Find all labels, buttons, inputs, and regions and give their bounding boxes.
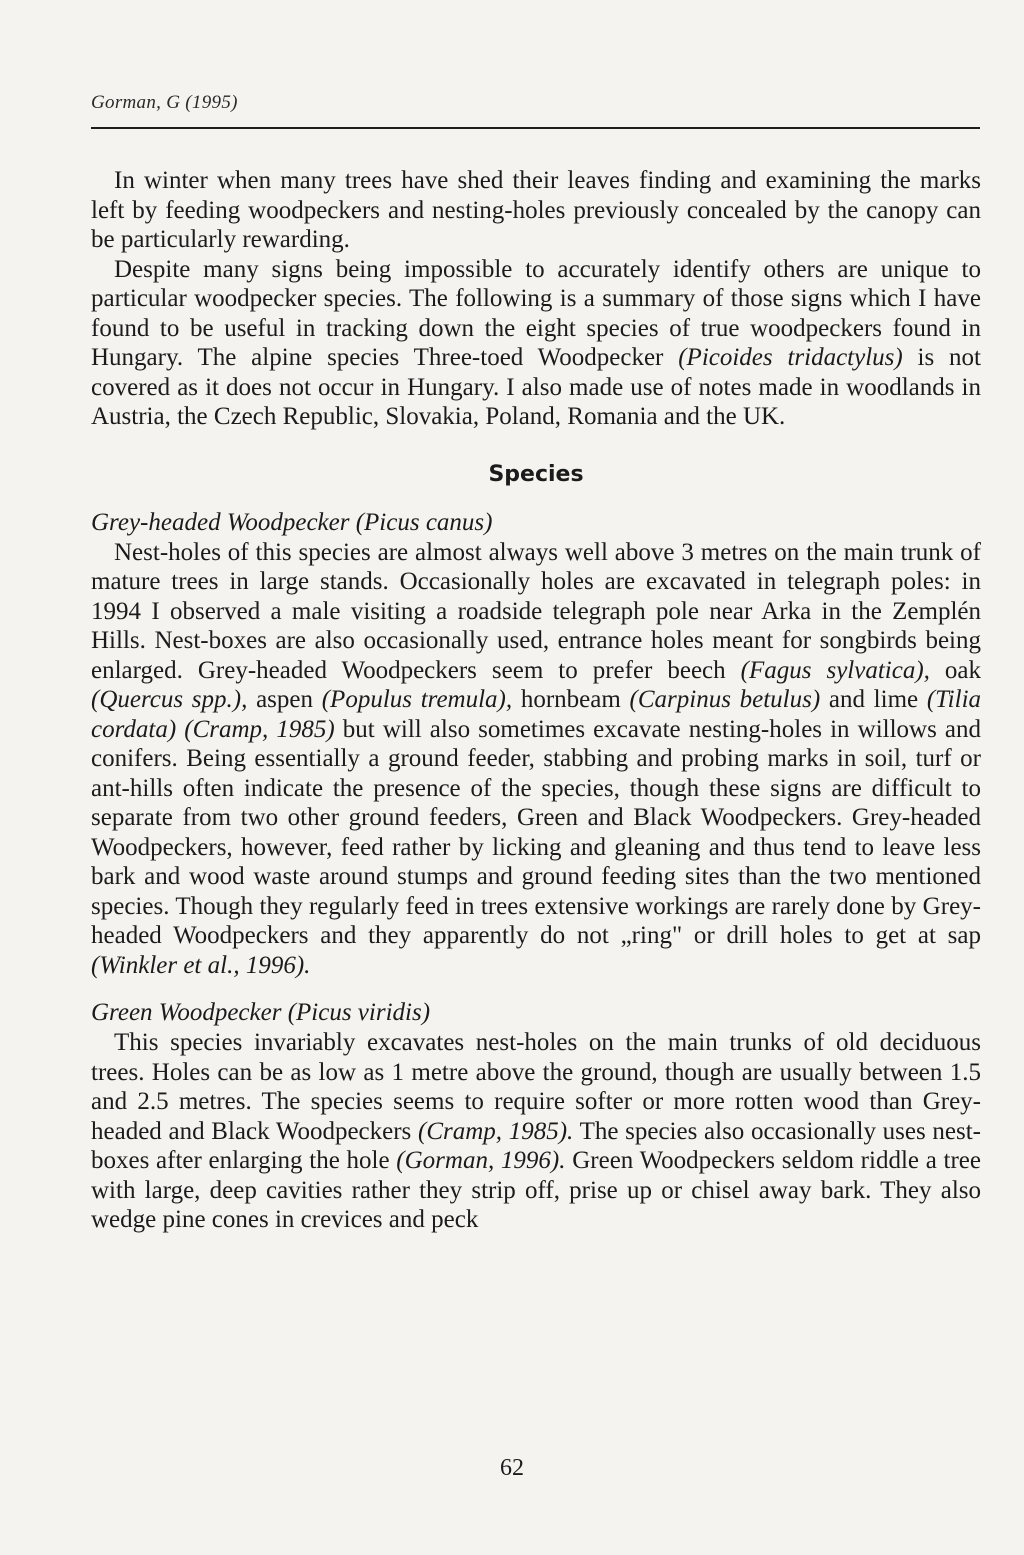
green-citation-2: (Gorman, 1996). [396,1147,566,1174]
grey-headed-text-2: oak [929,656,981,684]
grey-headed-citation-1: (Fagus sylvatica), [740,656,930,684]
species-heading-grey-headed: Grey-headed Woodpecker (Picus canus) [91,508,493,536]
green-text-1: This species invariably excavates nest-holes on the main trunks of old deciduous trees. Holes can be as low as 1 metre above the ground, though are usually between 1.5 and 2.5 metres. The species seems to require softer or more rotten wood than Grey-headed and Black Woodpeckers [91,1029,981,1145]
grey-headed-citation-4: (Carpinus betulus) [629,686,821,713]
grey-headed-citation-3: (Populus tremula), [321,686,513,713]
section-heading-species: Species [488,461,584,487]
intro-text-1: In winter when many trees have shed their leaves finding and examining the marks left by feeding woodpeckers and nesting-holes previously concealed by the canopy can be particularly rewarding. [91,167,981,253]
intro-species-name: (Picoides tridactylus) [678,344,903,371]
spacer [91,980,981,998]
species-heading-green: Green Woodpecker (Picus viridis) [91,999,431,1026]
grey-headed-text-1: Nest-holes of this species are almost always well above 3 metres on the main trunk of mature trees in large stands. Occasionally holes are excavated in telegraph poles: in 1994 I observed a male visiting a roadside telegraph pole near Arka in the Zemplén Hills. Nest-boxes are also occasionally used, entrance holes meant for songbirds being enlarged. Grey-headed Woodpeckers seem to prefer beech [91,538,981,684]
intro-paragraph-2 [91,255,981,432]
green-paragraph [91,1028,981,1235]
green-text-2: The species also occasionally uses nest-boxes after enlarging the hole [91,1117,982,1174]
grey-headed-text-5: and lime [820,686,927,713]
header-rule [91,127,980,129]
grey-headed-paragraph [91,538,981,981]
page-number: 62 [500,1455,524,1481]
green-text-3: Green Woodpeckers seldom riddle a tree with large, deep cavities rather they strip off, prise up or chisel away bark. They also wedge pine cones in crevices and peck [91,1147,981,1233]
grey-headed-citation-2: (Quercus spp.), [91,686,248,713]
green-citation-1: (Cramp, 1985). [418,1117,574,1145]
page-content [91,166,981,1235]
intro-paragraph-1 [91,166,981,255]
grey-headed-citation-5: (Tilia cordata) (Cramp, 1985) [91,686,982,743]
grey-headed-text-4: hornbeam [512,686,630,713]
running-head: Gorman, G (1995) [91,92,238,113]
grey-headed-text-3: aspen [247,686,322,713]
grey-headed-text-6: but will also sometimes excavate nesting-holes in willows and conifers. Being essentially a ground feeder, stabbing and probing marks in soil, turf or ant-hills often indicate the presence of the species, though these signs are difficult to separate from two other ground feeders, Green and Black Woodpeckers. Grey-headed Woodpeckers, however, feed rather by licking and gleaning and thus tend to leave less bark and wood waste around stumps and ground feeding sites than the two mentioned species. Though they regularly feed in trees extensive workings are rarely done by Grey-headed Woodpeckers and they apparently do not „ring" or drill holes to get at sap [91,715,981,949]
intro-text-2a: Despite many signs being impossible to accurately identify others are unique to particular woodpecker species. The following is a summary of those signs which I have found to be useful in tracking down the eight species of true woodpeckers found in Hungary. The alpine species Three-toed Woodpecker [91,255,981,371]
grey-headed-citation-6: (Winkler et al., 1996). [91,951,311,979]
intro-text-2b: is not covered as it does not occur in Hungary. I also made use of notes made in woodlands in Austria, the Czech Republic, Slovakia, Poland, Romania and the UK. [91,344,981,430]
